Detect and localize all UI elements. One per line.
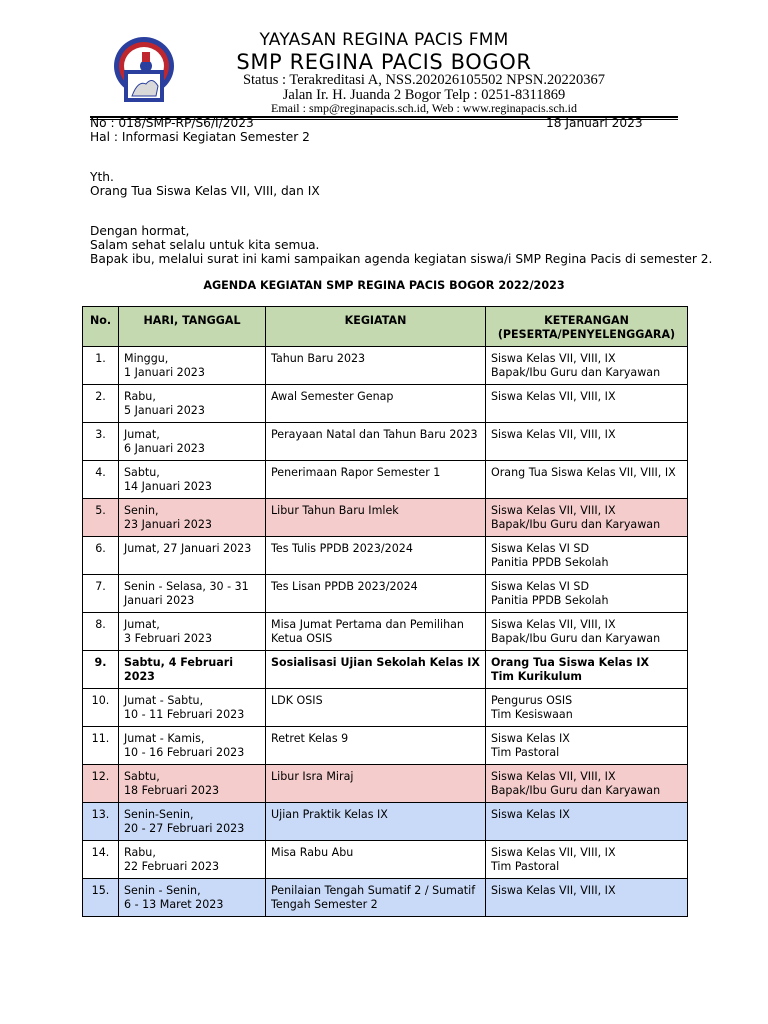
cell-no: 10. — [83, 689, 119, 727]
cell-note — [486, 423, 688, 461]
cell-activity-line: Libur Tahun Baru Imlek — [271, 504, 399, 517]
cell-activity — [266, 461, 486, 499]
cell-note-line: Tim Kesiswaan — [491, 708, 573, 721]
cell-note-line: Bapak/Ibu Guru dan Karyawan — [491, 366, 661, 379]
cell-date — [119, 385, 266, 423]
cell-date-line: 23 Januari 2023 — [124, 518, 212, 531]
cell-activity — [266, 613, 486, 651]
table-row — [83, 461, 688, 499]
cell-activity — [266, 689, 486, 727]
cell-date — [119, 879, 266, 917]
cell-activity-line: Retret Kelas 9 — [271, 732, 349, 745]
cell-note-line: Siswa Kelas VII, VIII, IX — [491, 846, 616, 859]
cell-date-line: Sabtu, — [124, 466, 160, 479]
cell-date-line: Jumat - Kamis, — [124, 732, 205, 745]
cell-activity — [266, 575, 486, 613]
cell-note-line: Panitia PPDB Sekolah — [491, 594, 609, 607]
table-row — [83, 727, 688, 765]
cell-activity — [266, 347, 486, 385]
cell-date — [119, 423, 266, 461]
cell-note-line: Siswa Kelas IX — [491, 732, 570, 745]
cell-no: 2. — [83, 385, 119, 423]
cell-note-line: Siswa Kelas VII, VIII, IX — [491, 352, 616, 365]
cell-date-line: Jumat, 27 Januari 2023 — [124, 542, 252, 555]
table-row — [83, 613, 688, 651]
agenda-title: AGENDA KEGIATAN SMP REGINA PACIS BOGOR 2022/2023 — [203, 279, 565, 292]
cell-no: 8. — [83, 613, 119, 651]
foundation-name: YAYASAN REGINA PACIS FMM — [259, 30, 509, 50]
cell-date-line: Senin - Senin, — [124, 884, 201, 897]
cell-note-line: Siswa Kelas VII, VIII, IX — [491, 390, 616, 403]
cell-date — [119, 765, 266, 803]
letter-subject: Hal : Informasi Kegiatan Semester 2 — [90, 130, 310, 144]
body-line-1: Salam sehat selalu untuk kita semua. — [90, 238, 320, 252]
cell-activity-line: Sosialisasi Ujian Sekolah Kelas IX — [271, 656, 480, 669]
cell-activity-line: Ujian Praktik Kelas IX — [271, 808, 388, 821]
cell-note — [486, 879, 688, 917]
cell-date-line: Jumat, — [124, 428, 160, 441]
cell-note-line: Siswa Kelas VI SD — [491, 580, 590, 593]
table-row — [83, 651, 688, 689]
table-row — [83, 499, 688, 537]
cell-note — [486, 727, 688, 765]
cell-activity-line: Awal Semester Genap — [271, 390, 394, 403]
cell-date-line: Senin-Senin, — [124, 808, 194, 821]
cell-date-line: 18 Februari 2023 — [124, 784, 220, 797]
cell-date-line: Jumat, — [124, 618, 160, 631]
cell-activity — [266, 651, 486, 689]
cell-no: 15. — [83, 879, 119, 917]
cell-date — [119, 727, 266, 765]
recipient: Orang Tua Siswa Kelas VII, VIII, dan IX — [90, 184, 320, 198]
letter-number: No : 018/SMP-RP/S6/I/2023 — [90, 116, 254, 130]
body-line-2: Bapak ibu, melalui surat ini kami sampaikan agenda kegiatan siswa/i SMP Regina Pacis di semester 2. — [90, 252, 713, 266]
cell-note-line: Orang Tua Siswa Kelas IX — [491, 656, 650, 669]
agenda-rows — [83, 347, 688, 917]
cell-activity-line: Penerimaan Rapor Semester 1 — [271, 466, 441, 479]
table-row — [83, 537, 688, 575]
cell-date-line: Sabtu, 4 Februari 2023 — [124, 656, 233, 683]
cell-date-line: Rabu, — [124, 846, 156, 859]
table-row — [83, 423, 688, 461]
cell-date — [119, 651, 266, 689]
cell-note — [486, 803, 688, 841]
cell-date-line: Senin - Selasa, 30 - 31 — [124, 580, 249, 593]
cell-activity-line: Tengah Semester 2 — [271, 898, 378, 911]
cell-note-line: Bapak/Ibu Guru dan Karyawan — [491, 518, 661, 531]
cell-date-line: 14 Januari 2023 — [124, 480, 212, 493]
cell-note — [486, 613, 688, 651]
cell-date-line: Minggu, — [124, 352, 169, 365]
cell-note — [486, 499, 688, 537]
header-no: No. — [83, 307, 119, 347]
cell-note-line: Tim Pastoral — [491, 860, 560, 873]
cell-no: 1. — [83, 347, 119, 385]
cell-activity-line: LDK OSIS — [271, 694, 323, 707]
cell-note-line: Siswa Kelas IX — [491, 808, 570, 821]
cell-no: 7. — [83, 575, 119, 613]
cell-no: 5. — [83, 499, 119, 537]
header-note-line1: KETERANGAN — [544, 314, 629, 327]
cell-no: 11. — [83, 727, 119, 765]
cell-note-line: Panitia PPDB Sekolah — [491, 556, 609, 569]
cell-activity — [266, 841, 486, 879]
cell-note — [486, 537, 688, 575]
cell-date-line: 10 - 11 Februari 2023 — [124, 708, 245, 721]
greeting: Dengan hormat, — [90, 224, 190, 238]
cell-activity-line: Tes Lisan PPDB 2023/2024 — [271, 580, 418, 593]
cell-date — [119, 841, 266, 879]
cell-note — [486, 385, 688, 423]
table-header-row — [83, 307, 688, 347]
cell-activity — [266, 385, 486, 423]
cell-date-line: 5 Januari 2023 — [124, 404, 205, 417]
cell-date — [119, 461, 266, 499]
school-address: Jalan Ir. H. Juanda 2 Bogor Telp : 0251-8311869 — [282, 87, 566, 103]
cell-date-line: Rabu, — [124, 390, 156, 403]
cell-note-line: Siswa Kelas VI SD — [491, 542, 590, 555]
table-row — [83, 879, 688, 917]
header-note — [486, 307, 688, 347]
header-date: HARI, TANGGAL — [119, 307, 266, 347]
cell-date — [119, 803, 266, 841]
header-activity: KEGIATAN — [266, 307, 486, 347]
cell-activity — [266, 537, 486, 575]
cell-activity-line: Ketua OSIS — [271, 632, 333, 645]
header-note-line2: (PESERTA/PENYELENGGARA) — [497, 328, 676, 341]
cell-note-line: Bapak/Ibu Guru dan Karyawan — [491, 632, 661, 645]
cell-note-line: Pengurus OSIS — [491, 694, 573, 707]
cell-date — [119, 347, 266, 385]
cell-date-line: 6 - 13 Maret 2023 — [124, 898, 224, 911]
cell-date-line: Jumat - Sabtu, — [124, 694, 204, 707]
cell-activity — [266, 803, 486, 841]
cell-note-line: Siswa Kelas VII, VIII, IX — [491, 618, 616, 631]
cell-date-line: Januari 2023 — [124, 594, 195, 607]
cell-activity-line: Tes Tulis PPDB 2023/2024 — [271, 542, 413, 555]
cell-note — [486, 461, 688, 499]
cell-note-line: Siswa Kelas VII, VIII, IX — [491, 770, 616, 783]
cell-note-line: Siswa Kelas VII, VIII, IX — [491, 884, 616, 897]
cell-activity-line: Perayaan Natal dan Tahun Baru 2023 — [271, 428, 478, 441]
cell-no: 12. — [83, 765, 119, 803]
cell-date — [119, 499, 266, 537]
cell-date-line: 22 Februari 2023 — [124, 860, 220, 873]
table-row — [83, 575, 688, 613]
cell-date — [119, 689, 266, 727]
cell-date-line: Senin, — [124, 504, 159, 517]
cell-date — [119, 575, 266, 613]
cell-date-line: Sabtu, — [124, 770, 160, 783]
cell-note-line: Bapak/Ibu Guru dan Karyawan — [491, 784, 661, 797]
cell-date — [119, 537, 266, 575]
school-name: SMP REGINA PACIS BOGOR — [236, 50, 532, 74]
cell-note-line: Tim Kurikulum — [491, 670, 582, 683]
cell-activity — [266, 727, 486, 765]
cell-activity — [266, 423, 486, 461]
cell-activity-line: Tahun Baru 2023 — [271, 352, 366, 365]
table-row — [83, 385, 688, 423]
cell-activity — [266, 879, 486, 917]
cell-activity — [266, 765, 486, 803]
cell-activity — [266, 499, 486, 537]
cell-no: 4. — [83, 461, 119, 499]
cell-date-line: 1 Januari 2023 — [124, 366, 205, 379]
cell-activity-line: Misa Jumat Pertama dan Pemilihan — [271, 618, 464, 631]
cell-no: 9. — [83, 651, 119, 689]
accreditation-status: Status : Terakreditasi A, NSS.202026105502 NPSN.20220367 — [242, 72, 606, 88]
table-row — [83, 689, 688, 727]
table-row — [83, 347, 688, 385]
cell-note-line: Siswa Kelas VII, VIII, IX — [491, 428, 616, 441]
agenda-table — [82, 306, 688, 917]
cell-date-line: 6 Januari 2023 — [124, 442, 205, 455]
cell-no: 3. — [83, 423, 119, 461]
cell-no: 13. — [83, 803, 119, 841]
cell-date-line: 10 - 16 Februari 2023 — [124, 746, 245, 759]
cell-date-line: 3 Februari 2023 — [124, 632, 213, 645]
cell-activity-line: Libur Isra Miraj — [271, 770, 354, 783]
cell-activity-line: Misa Rabu Abu — [271, 846, 354, 859]
cell-note-line: Siswa Kelas VII, VIII, IX — [491, 504, 616, 517]
cell-no: 14. — [83, 841, 119, 879]
cell-date-line: 20 - 27 Februari 2023 — [124, 822, 245, 835]
cell-activity-line: Penilaian Tengah Sumatif 2 / Sumatif — [271, 884, 476, 897]
school-contact: Email : smp@reginapacis.sch.id, Web : www.reginapacis.sch.id — [270, 101, 577, 115]
cell-note-line: Tim Pastoral — [491, 746, 560, 759]
cell-note — [486, 841, 688, 879]
cell-note-line: Orang Tua Siswa Kelas VII, VIII, IX — [491, 466, 676, 479]
table-row — [83, 803, 688, 841]
cell-note — [486, 651, 688, 689]
cell-note — [486, 575, 688, 613]
cell-date — [119, 613, 266, 651]
letter-date: 18 Januari 2023 — [546, 116, 643, 130]
table-row — [83, 765, 688, 803]
cell-note — [486, 689, 688, 727]
table-row — [83, 841, 688, 879]
cell-note — [486, 765, 688, 803]
recipient-label: Yth. — [90, 170, 114, 184]
cell-no: 6. — [83, 537, 119, 575]
cell-note — [486, 347, 688, 385]
